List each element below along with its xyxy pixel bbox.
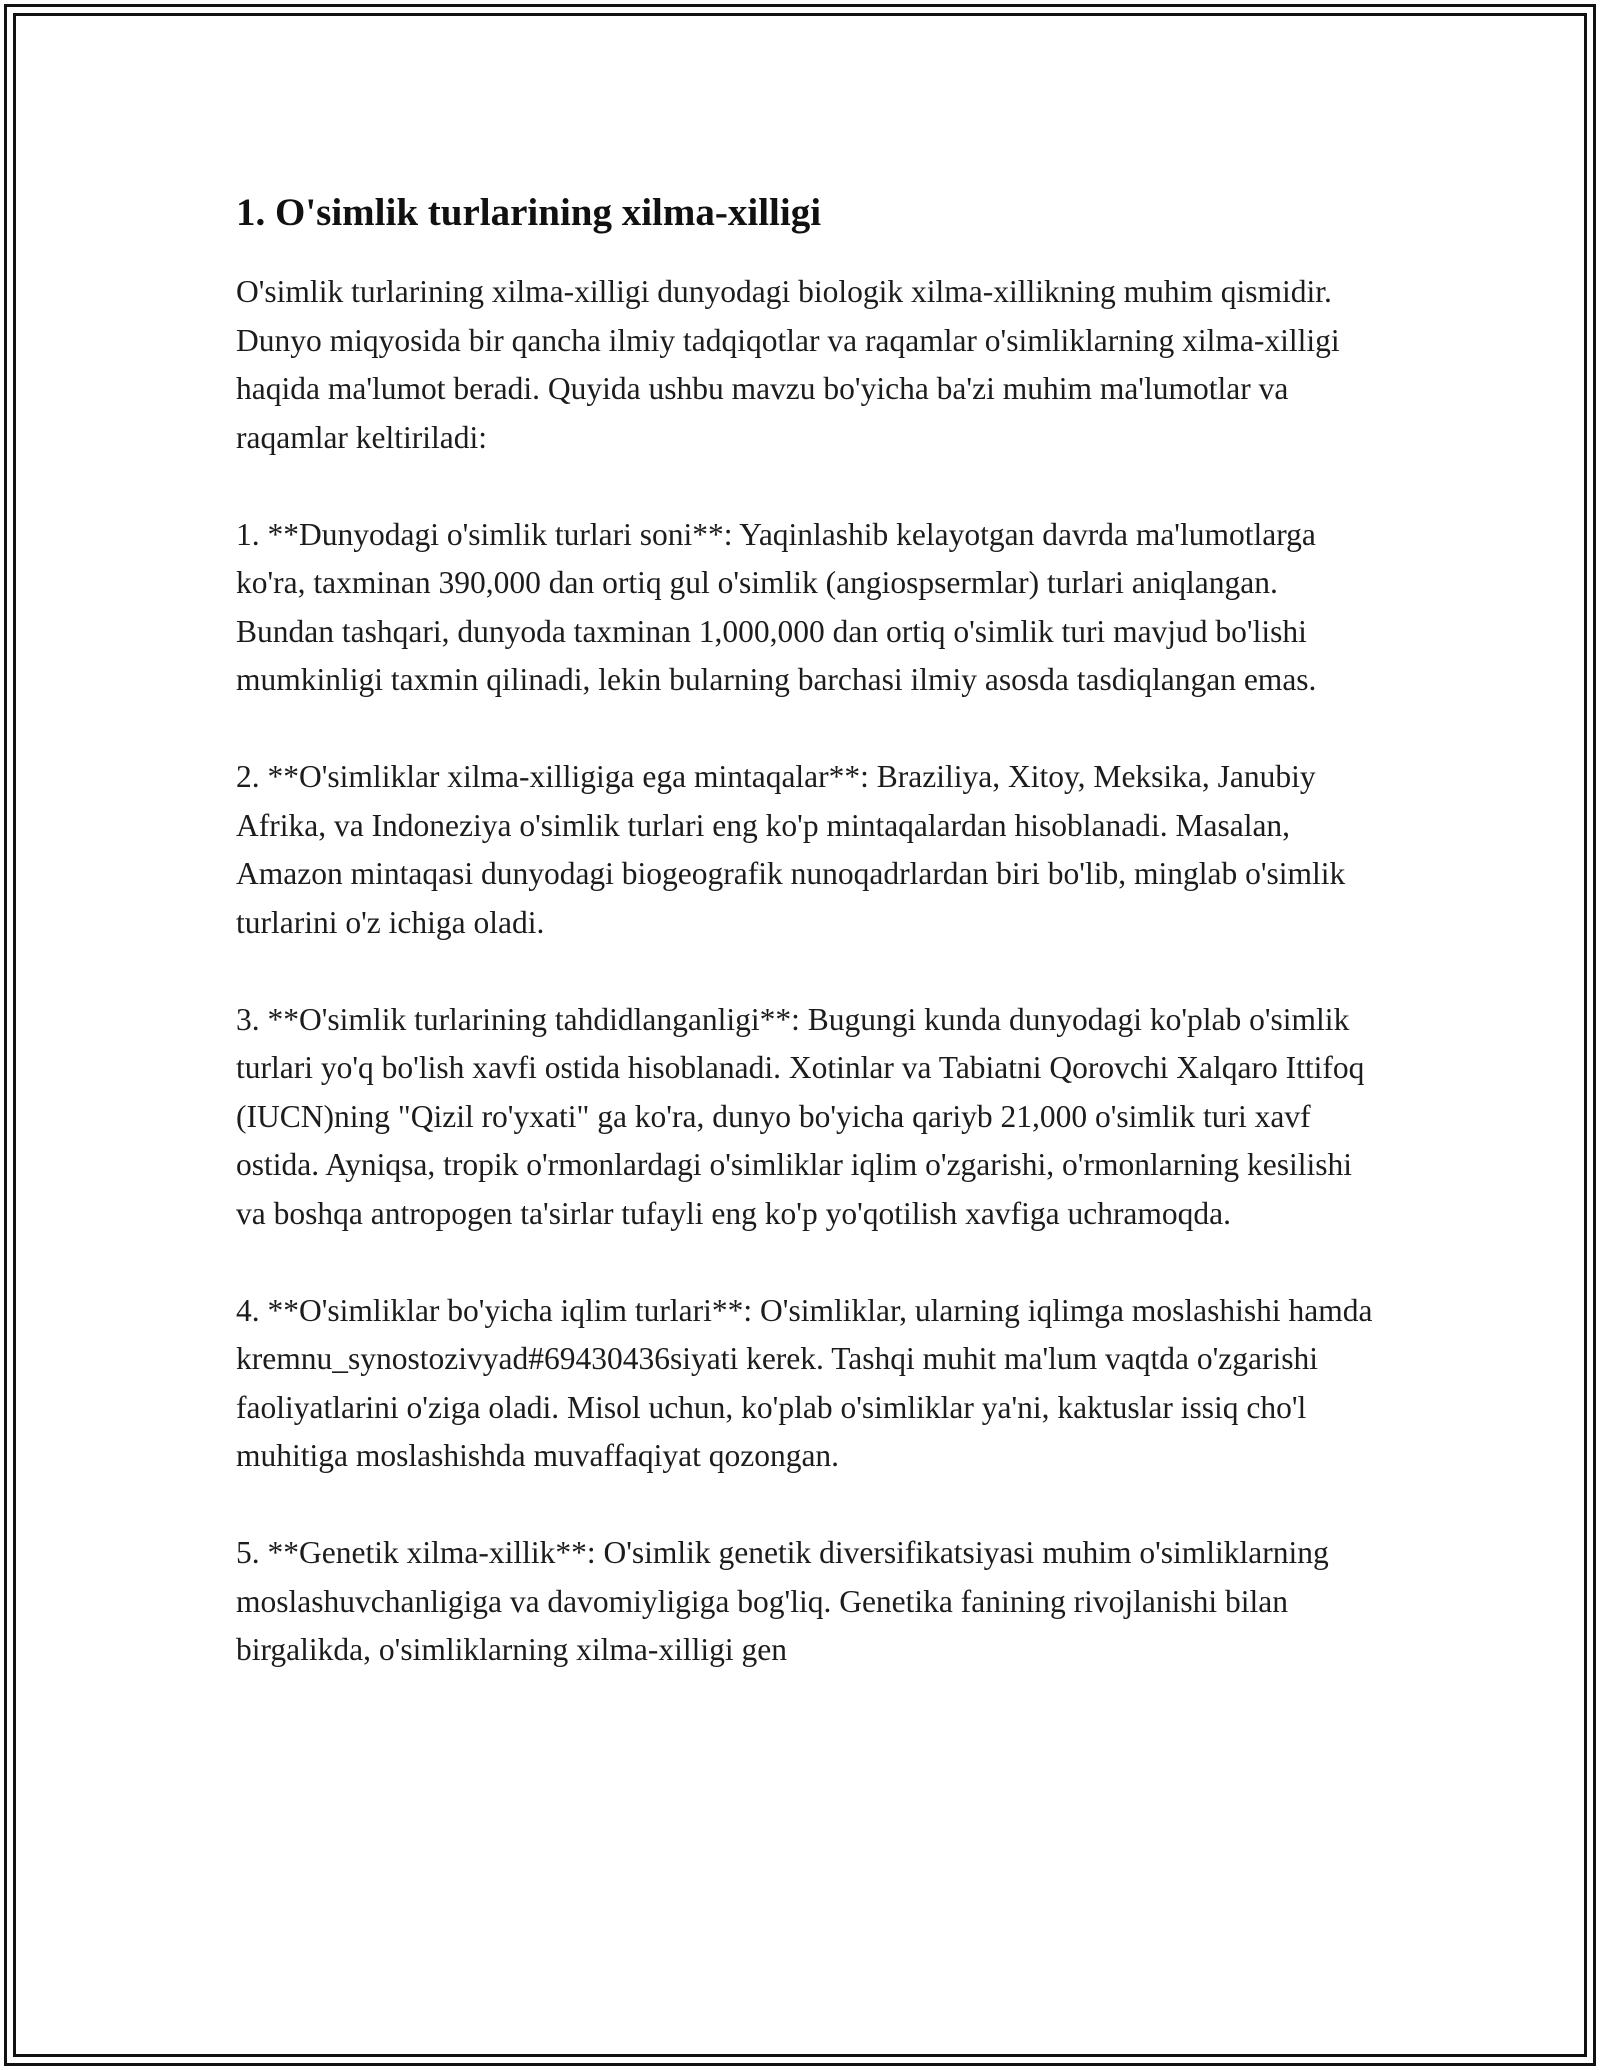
document-body (236, 186, 1376, 1723)
section-heading: 1. O'simlik turlarining xilma-xilligi (236, 191, 822, 234)
paragraph-climate-types: 4. **O'simliklar bo'yicha iqlim turlari**: O'simliklar, ularning iqlimga moslashishi hamda kremnu_synostozivyad#69430436siyati kerek. Tashqi muhit ma'lum vaqtda o'zgarishi faoliyatlarini o'ziga oladi. Misol uchun, ko'plab o'simliklar ya'ni, kaktuslar issiq cho'l muhitiga moslashishda muvaffaqiyat qozongan. (236, 1292, 1373, 1473)
paragraph-intro: O'simlik turlarining xilma-xilligi dunyodagi biologik xilma-xillikning muhim qismidir. Dunyo miqyosida bir qancha ilmiy tadqiqotlar va raqamlar o'simliklarning xilma-xilligi haqida ma'lumot beradi. Quyida ushbu mavzu bo'yicha ba'zi muhim ma'lumotlar va raqamlar keltiriladi: (236, 274, 1340, 455)
paragraph-threatened-species: 3. **O'simlik turlarining tahdidlanganligi**: Bugungi kunda dunyodagi ko'plab o'simlik turlari yo'q bo'lish xavfi ostida hisoblanadi. Xotinlar va Tabiatni Qorovchi Xalqaro Ittifoq (IUCN)ning "Qizil ro'yxati" ga ko'ra, dunyo bo'yicha qariyb 21,000 o'simlik turi xavf ostida. Ayniqsa, tropik o'rmonlardagi o'simliklar iqlim o'zgarishi, o'rmonlarning kesilishi va boshqa antropogen ta'sirlar tufayli eng ko'p yo'qotilish xavfiga uchramoqda. (236, 1001, 1365, 1231)
paragraph-genetic-diversity: 5. **Genetik xilma-xillik**: O'simlik genetik diversifikatsiyasi muhim o'simliklarning moslashuvchanligiga va davomiyligiga bog'liq. Genetika fanining rivojlanishi bilan birgalikda, o'simliklarning xilma-xilligi gen (236, 1535, 1329, 1667)
paragraph-diverse-regions: 2. **O'simliklar xilma-xilligiga ega mintaqalar**: Braziliya, Xitoy, Meksika, Janubiy Afrika, va Indoneziya o'simlik turlari eng ko'p mintaqalardan hisoblanadi. Masalan, Amazon mintaqasi dunyodagi biogeografik nunoqadrlardan biri bo'lib, minglab o'simlik turlarini o'z ichiga oladi. (236, 759, 1346, 940)
paragraph-species-count: 1. **Dunyodagi o'simlik turlari soni**: Yaqinlashib kelayotgan davrda ma'lumotlarga ko'ra, taxminan 390,000 dan ortiq gul o'simlik (angiospsermlar) turlari aniqlangan. Bundan tashqari, dunyoda taxminan 1,000,000 dan ortiq o'simlik turi mavjud bo'lishi mumkinligi taxmin qilinadi, lekin bularning barchasi ilmiy asosda tasdiqlangan emas. (236, 516, 1317, 697)
